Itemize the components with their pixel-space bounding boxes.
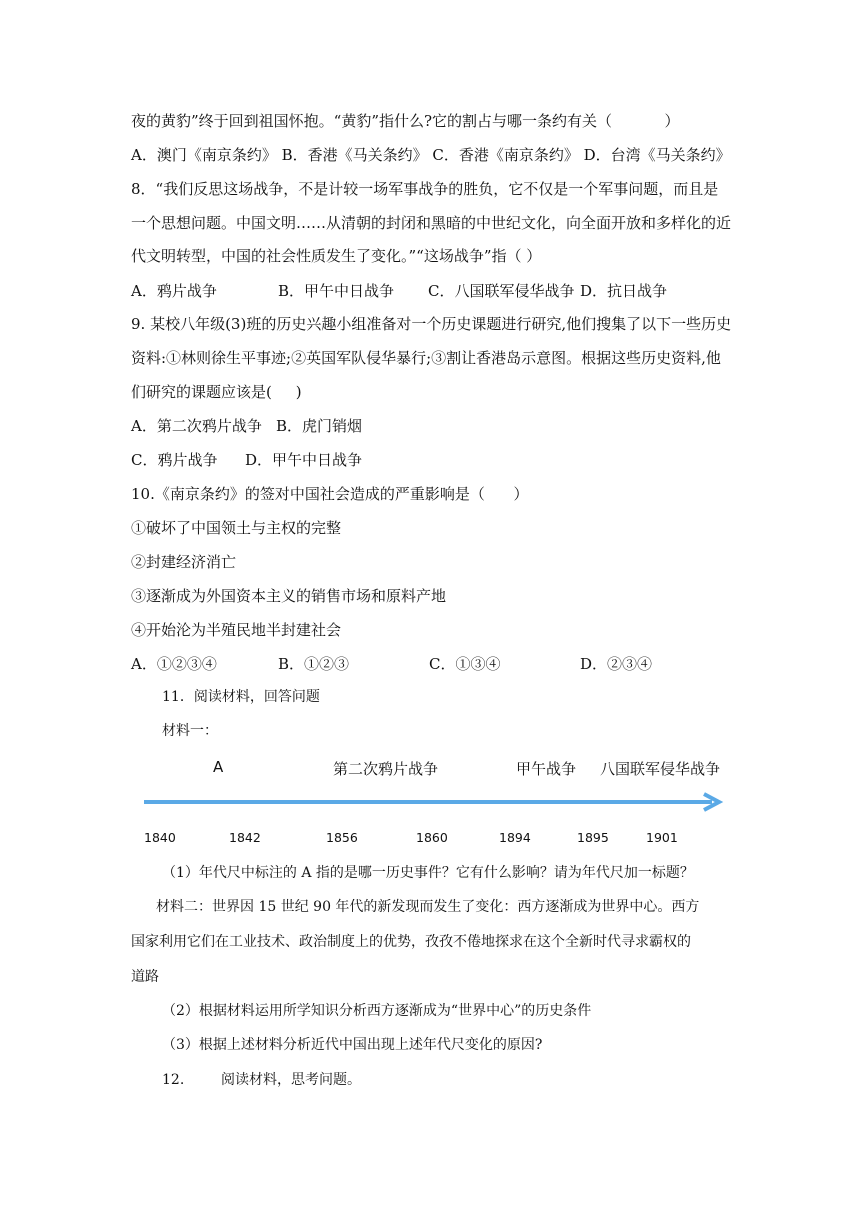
q8-text-1: 8．“我们反思这场战争，不是计较一场军事战争的胜负，它不仅是一个军事问题，而且是 xyxy=(131,180,719,198)
timeline-year: 1856 xyxy=(326,830,358,845)
q8-option-a: A．鸦片战争 xyxy=(131,282,217,300)
q10-option-d: D．②③④ xyxy=(580,655,653,673)
timeline-year: 1895 xyxy=(577,830,609,845)
q11-subquestion-3: （3）根据上述材料分析近代中国出现上述年代尺变化的原因? xyxy=(162,1037,543,1053)
q10-option-b: B．①②③ xyxy=(278,655,350,673)
timeline-year: 1840 xyxy=(144,830,176,845)
q9-option-b: B．虎门销烟 xyxy=(276,417,363,435)
q10-statement-2: ②封建经济消亡 xyxy=(131,553,237,571)
q9-text-3: 们研究的课题应该是( ) xyxy=(131,383,302,401)
q7-options: A．澳门《南京条约》 B．香港《马关条约》 C．香港《南京条约》 D．台湾《马关条约》 xyxy=(131,146,731,164)
timeline-year: 1842 xyxy=(229,830,261,845)
q9-text-1: 9. 某校八年级(3)班的历史兴趣小组准备对一个历史课题进行研究,他们搜集了以下一些历史 xyxy=(131,315,732,333)
timeline-event-a: A xyxy=(213,758,224,776)
q11-material-2-line-3: 道路 xyxy=(131,969,159,985)
q12-number: 12. xyxy=(162,1072,185,1088)
q9-option-d: D．甲午中日战争 xyxy=(245,451,363,469)
q7-text: 夜的黄豹”终于回到祖国怀抱。“黄豹”指什么?它的割占与哪一条约有关（ ） xyxy=(131,112,680,130)
q10-text: 10.《南京条约》的签对中国社会造成的严重影响是（ ） xyxy=(131,485,529,503)
q10-statement-1: ①破坏了中国领土与主权的完整 xyxy=(131,519,342,537)
q11-material-2-line-1: 材料二：世界因 15 世纪 90 年代的新发现而发生了变化：西方逐渐成为世界中心。西方 xyxy=(156,899,700,915)
q10-option-a: A．①②③④ xyxy=(131,655,217,673)
q11-material-1-label: 材料一： xyxy=(162,723,218,739)
q10-statement-4: ④开始沦为半殖民地半封建社会 xyxy=(131,621,342,639)
timeline-year: 1894 xyxy=(499,830,531,845)
timeline-arrow xyxy=(144,792,724,812)
q9-text-2: 资料:①林则徐生平事迹;②英国军队侵华暴行;③割让香港岛示意图。根据这些历史资料,他 xyxy=(131,349,721,367)
q11-subquestion-2: （2）根据材料运用所学知识分析西方逐渐成为“世界中心”的历史条件 xyxy=(162,1003,592,1019)
timeline-event-eight-nation-alliance: 八国联军侵华战争 xyxy=(600,760,721,778)
q8-option-d: D．抗日战争 xyxy=(580,282,668,300)
q9-option-c: C．鸦片战争 xyxy=(131,451,218,469)
q8-text-3: 代文明转型，中国的社会性质发生了变化。”“这场战争”指（ ） xyxy=(131,247,542,265)
q10-option-c: C．①③④ xyxy=(429,655,501,673)
timeline-figure xyxy=(140,752,740,852)
q9-option-a: A．第二次鸦片战争 xyxy=(131,417,262,435)
q11-material-2-line-2: 国家利用它们在工业技术、政治制度上的优势，孜孜不倦地探求在这个全新时代寻求霸权的 xyxy=(131,934,691,950)
timeline-event-second-opium-war: 第二次鸦片战争 xyxy=(333,760,439,778)
q12-text: 阅读材料，思考问题。 xyxy=(221,1072,361,1088)
q8-text-2: 一个思想问题。中国文明……从清朝的封闭和黑暗的中世纪文化，向全面开放和多样化的近 xyxy=(131,214,732,232)
timeline-year: 1860 xyxy=(416,830,448,845)
q11-subquestion-1: （1）年代尺中标注的 A 指的是哪一历史事件？它有什么影响？请为年代尺加一标题？ xyxy=(162,865,694,881)
q8-option-b: B．甲午中日战争 xyxy=(278,282,395,300)
timeline-year: 1901 xyxy=(646,830,678,845)
timeline-event-sino-japanese-war: 甲午战争 xyxy=(516,760,577,778)
q8-option-c: C．八国联军侵华战争 xyxy=(428,282,575,300)
q10-statement-3: ③逐渐成为外国资本主义的销售市场和原料产地 xyxy=(131,587,447,605)
q11-heading: 11．阅读材料，回答问题 xyxy=(162,689,320,705)
